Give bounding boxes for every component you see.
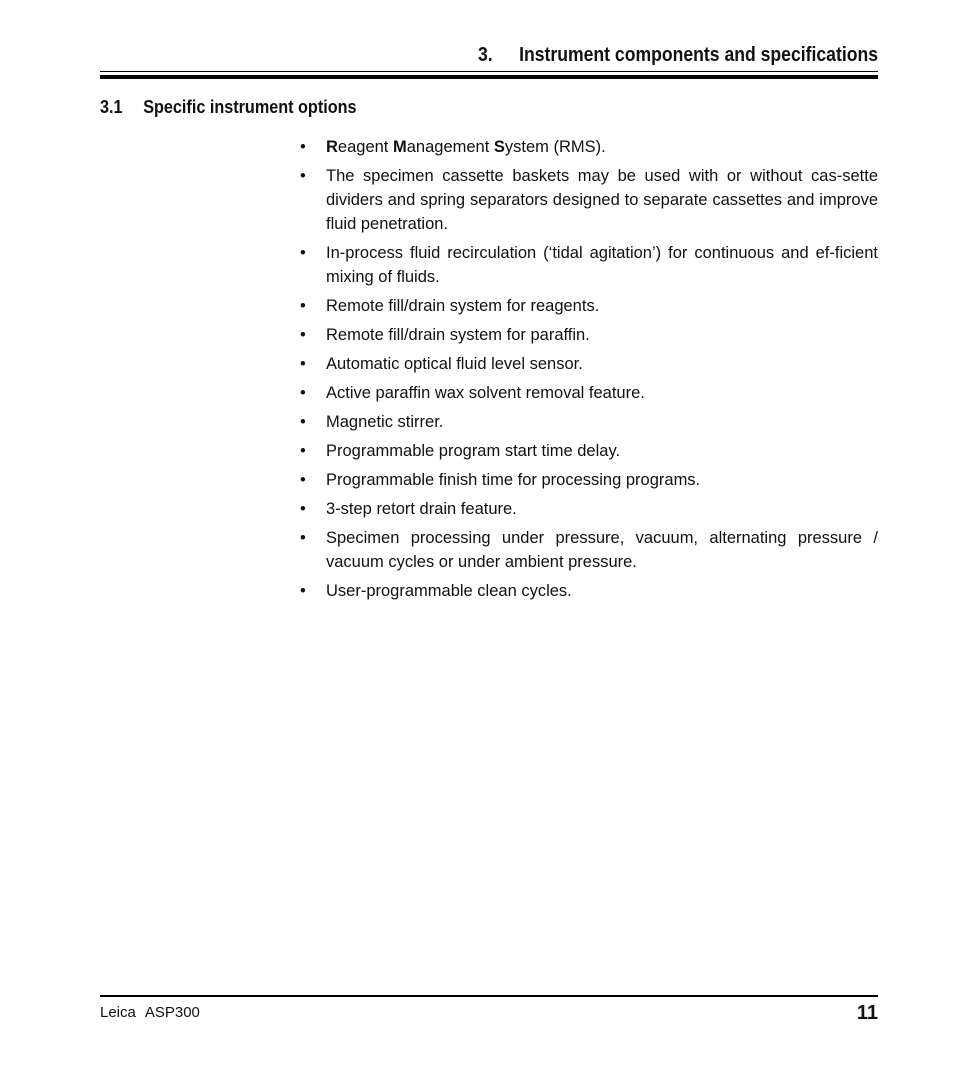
list-item-text: Programmable program start time delay. xyxy=(326,442,621,460)
list-item-text: 3-step retort drain feature. xyxy=(326,500,517,518)
list-item-rms xyxy=(300,135,878,159)
page-number: 11 xyxy=(856,1002,878,1024)
bullet: • xyxy=(300,500,306,518)
bullet: • xyxy=(300,297,306,315)
rms-text-3: ystem (RMS). xyxy=(504,138,606,156)
list-item-text: Specimen processing under pressure, vacuum, alternating pressure / vacuum cycles or under ambient pressure. xyxy=(326,529,878,571)
list-item xyxy=(300,497,878,521)
rms-initial-m: M xyxy=(392,138,407,156)
footer-model: ASP300 xyxy=(144,1004,200,1021)
list-item-text: Active paraffin wax solvent removal feature. xyxy=(326,384,645,402)
list-item xyxy=(300,468,878,492)
list-item xyxy=(300,410,878,434)
list-item xyxy=(300,164,878,236)
rms-text-2: anagement xyxy=(406,138,494,156)
list-item xyxy=(300,439,878,463)
rms-text-1: eagent xyxy=(337,138,393,156)
bullet: • xyxy=(300,582,306,600)
list-item xyxy=(300,526,878,574)
section-heading xyxy=(100,97,357,118)
list-item xyxy=(300,241,878,289)
bullet: • xyxy=(300,244,306,262)
list-item-text: Remote fill/drain system for paraffin. xyxy=(326,326,590,344)
rms-initial-r: R xyxy=(326,138,338,156)
header-rule-thin xyxy=(100,71,878,72)
section-title: Specific instrument options xyxy=(143,97,357,117)
bullet: • xyxy=(300,326,306,344)
list-item-text: In-process fluid recirculation (‘tidal agitation’) for continuous and ef-ficient mixing of fluids. xyxy=(326,244,878,286)
footer-brand: Leica xyxy=(100,1004,136,1021)
list-item xyxy=(300,352,878,376)
list-item-text: User-programmable clean cycles. xyxy=(326,582,572,600)
list-item-text: The specimen cassette baskets may be used with or without cas-sette dividers and spring separators designed to separate cassettes and improve fluid penetration. xyxy=(326,167,878,233)
list-item xyxy=(300,381,878,405)
bullet: • xyxy=(300,413,306,431)
bullet: • xyxy=(300,355,306,373)
list-item xyxy=(300,294,878,318)
list-item-text: Automatic optical fluid level sensor. xyxy=(326,355,583,373)
options-list xyxy=(300,135,878,608)
list-item xyxy=(300,579,878,603)
bullet: • xyxy=(300,471,306,489)
list-item xyxy=(300,323,878,347)
footer-product xyxy=(100,1004,200,1021)
chapter-number: 3. xyxy=(478,44,493,66)
chapter-title: Instrument components and specifications xyxy=(519,44,878,66)
bullet: • xyxy=(300,442,306,460)
bullet: • xyxy=(300,138,306,156)
bullet: • xyxy=(300,167,306,185)
section-number: 3.1 xyxy=(100,97,123,117)
bullet: • xyxy=(300,529,306,547)
list-item-text: Magnetic stirrer. xyxy=(326,413,444,431)
list-item-text: Remote fill/drain system for reagents. xyxy=(326,297,600,315)
rms-initial-s: S xyxy=(493,138,505,156)
footer-rule xyxy=(100,995,878,997)
chapter-header xyxy=(193,44,878,67)
header-rule-thick xyxy=(100,75,878,79)
list-item-text: Programmable finish time for processing programs. xyxy=(326,471,701,489)
bullet: • xyxy=(300,384,306,402)
